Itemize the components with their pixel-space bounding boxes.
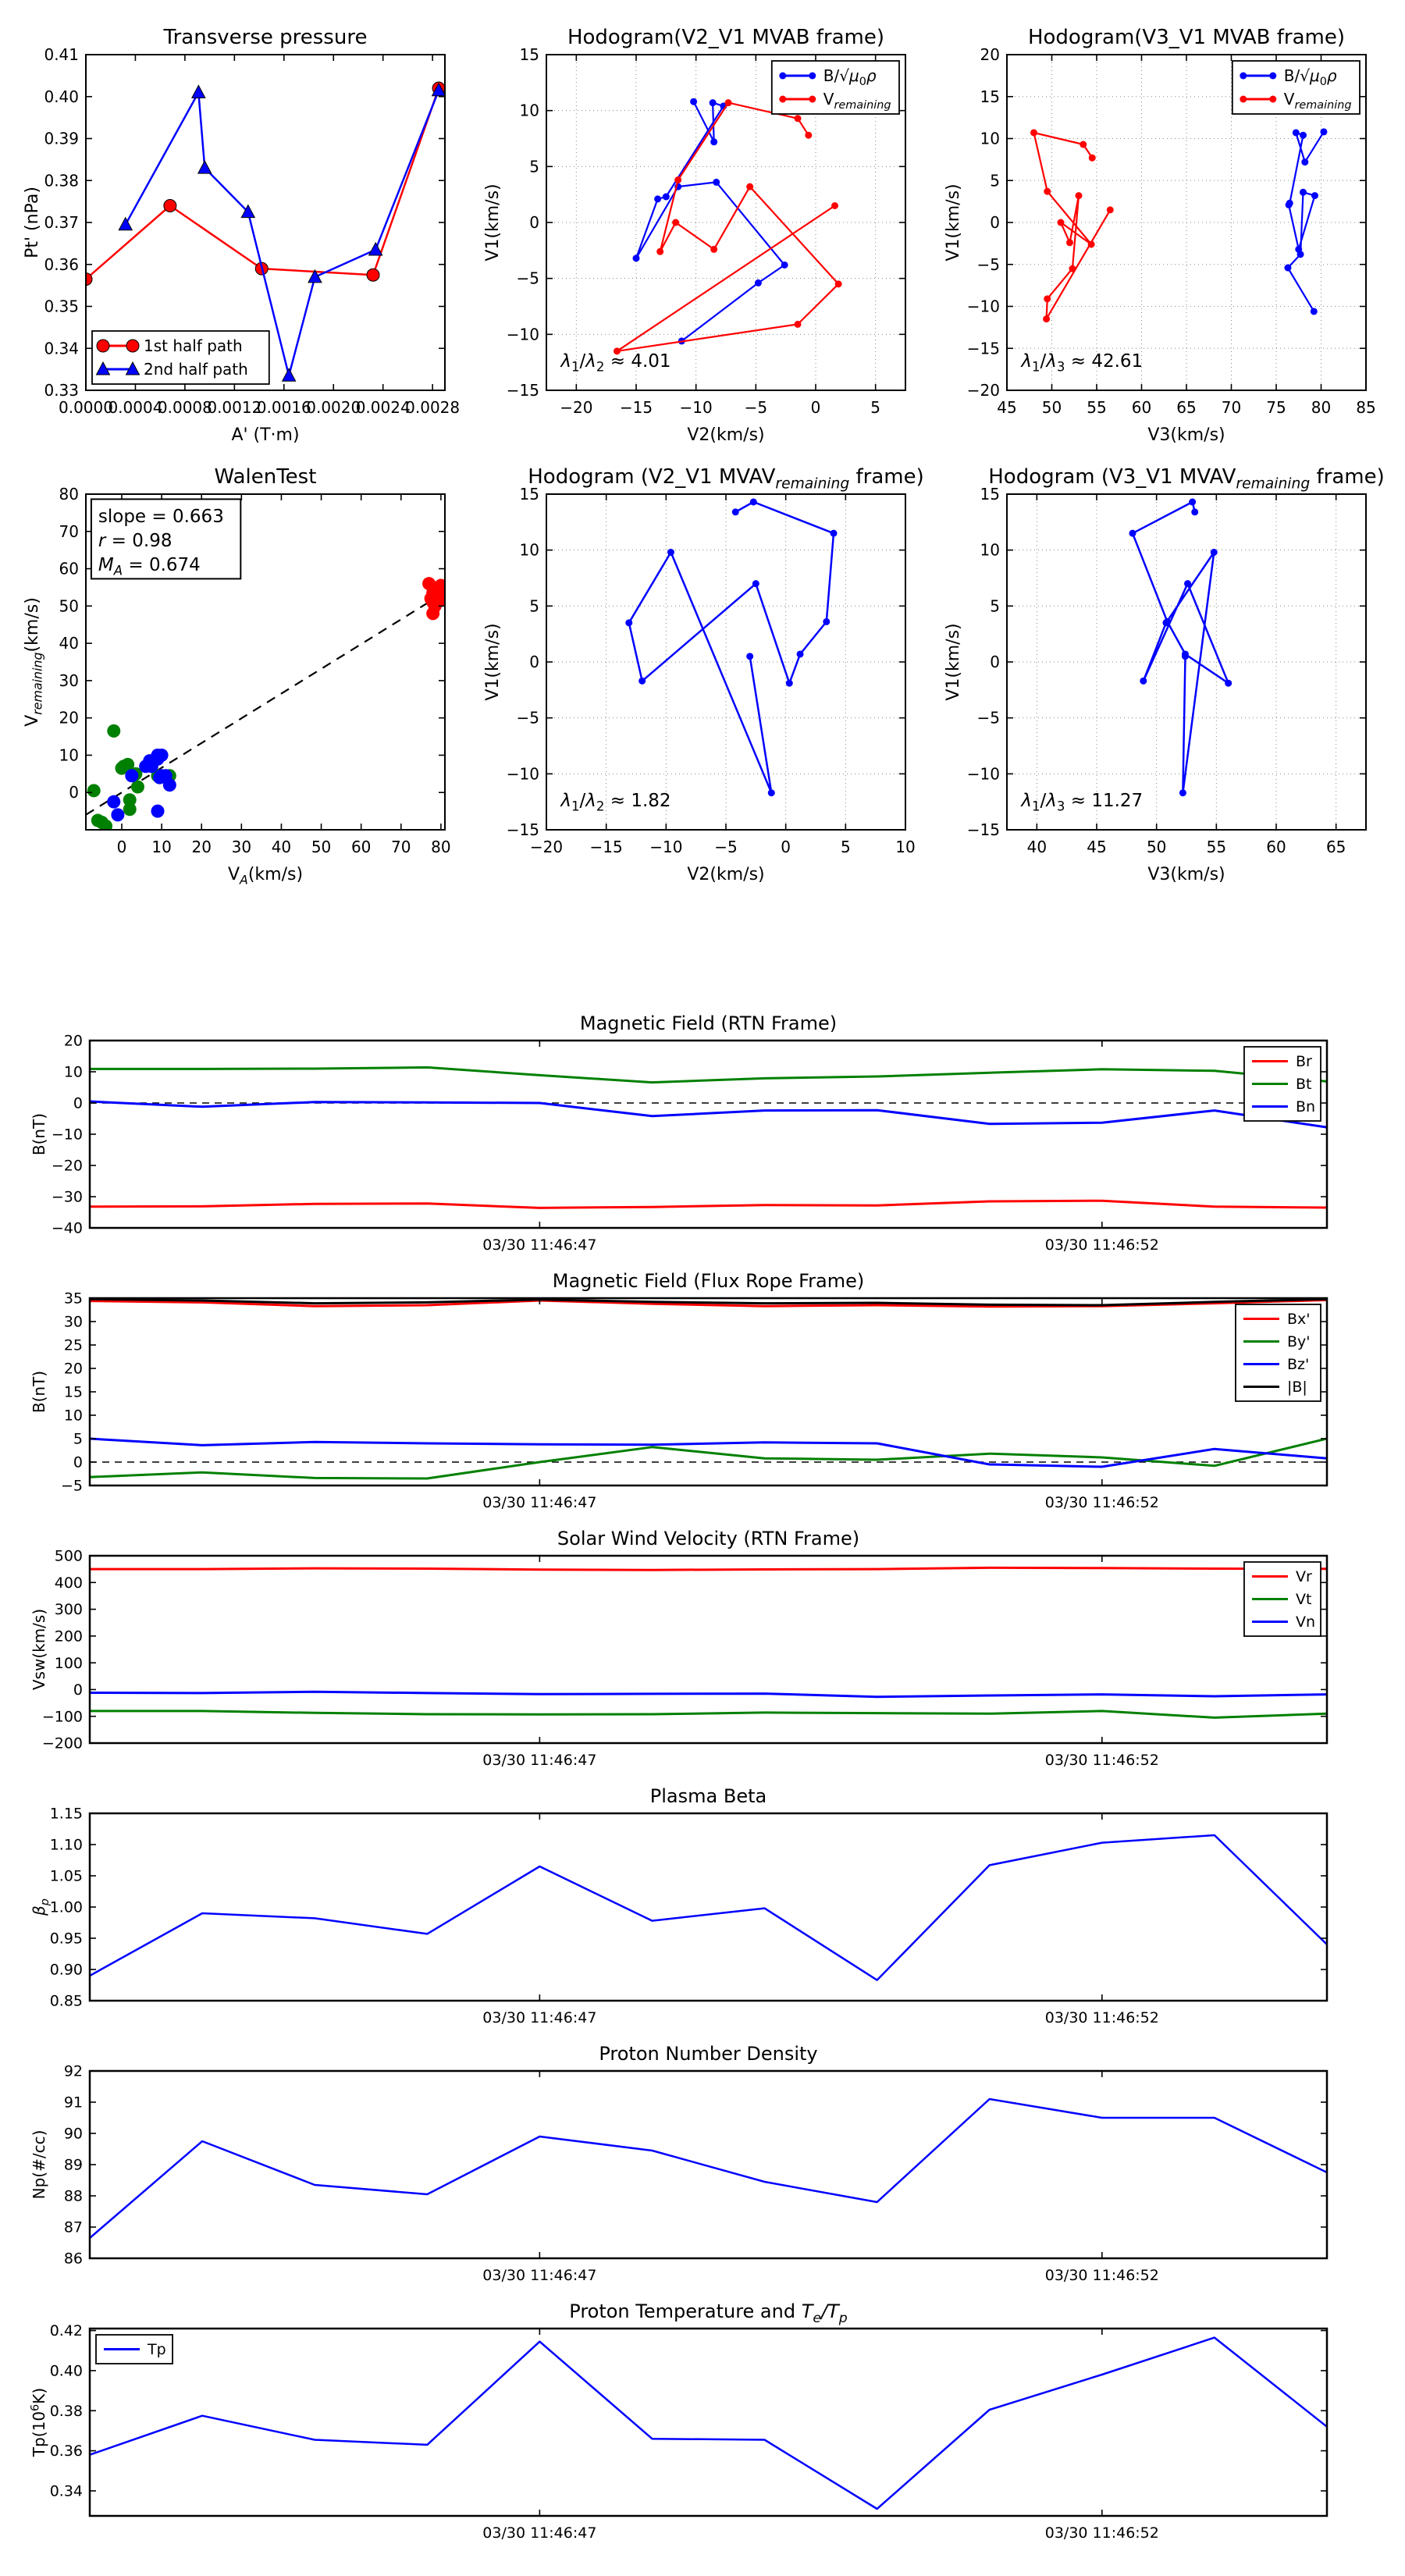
legend-label: Bx' bbox=[1286, 1311, 1311, 1329]
panel-hodogram-v2v1-mvav bbox=[472, 455, 925, 888]
annotation-line: $M_A = 0.674$ bbox=[98, 554, 201, 578]
annotation-box bbox=[91, 499, 240, 578]
x-tick-label: 03/30 11:46:47 bbox=[482, 1494, 597, 1511]
y-tick-label: −10 bbox=[51, 1126, 83, 1144]
y-tick-label: −10 bbox=[506, 325, 539, 344]
y-tick-label: 10 bbox=[519, 101, 539, 120]
y-axis-label: V1(km/s) bbox=[944, 623, 963, 701]
x-axis-label: V2(km/s) bbox=[687, 425, 765, 445]
x-tick-label: 55 bbox=[1206, 838, 1227, 856]
series-1st-half-path bbox=[80, 82, 445, 286]
y-tick-label: 20 bbox=[59, 708, 79, 728]
x-axis-label: A' (T·m) bbox=[231, 425, 300, 445]
panel-bfield-rtn bbox=[16, 1005, 1405, 1263]
ticks bbox=[90, 1813, 1327, 2001]
x-tick-label: −15 bbox=[589, 838, 623, 856]
x-tick-label: 0 bbox=[781, 838, 791, 856]
series-Np bbox=[90, 2099, 1327, 2238]
y-tick-label: −100 bbox=[41, 1708, 83, 1726]
y-tick-label: 0 bbox=[69, 783, 79, 802]
ticks bbox=[90, 1556, 1327, 1743]
legend-label: Vn bbox=[1295, 1614, 1316, 1631]
series-Br bbox=[90, 1201, 1327, 1208]
y-tick-label: 60 bbox=[59, 559, 79, 578]
y-tick-label: −15 bbox=[506, 820, 539, 839]
x-tick-label: 03/30 11:46:47 bbox=[482, 1752, 597, 1769]
x-tick-label: 85 bbox=[1356, 398, 1376, 417]
x-tick-label: −20 bbox=[560, 398, 593, 417]
y-tick-label: 0.85 bbox=[49, 1992, 83, 2010]
axes-frame bbox=[90, 1556, 1327, 1743]
x-tick-label: 0 bbox=[810, 398, 821, 417]
proton-density-plot bbox=[16, 2036, 1389, 2293]
y-tick-label: 10 bbox=[980, 540, 1000, 560]
x-tick-label: 03/30 11:46:47 bbox=[482, 2524, 597, 2542]
y-tick-label: 10 bbox=[59, 745, 79, 765]
legend bbox=[1244, 1562, 1321, 1636]
hodogram-v2v1-mvav-plot bbox=[472, 455, 925, 888]
axes-frame bbox=[90, 2329, 1327, 2516]
y-tick-label: 5 bbox=[990, 171, 1000, 190]
x-tick-label: 80 bbox=[1311, 398, 1332, 417]
time-series-stack bbox=[0, 1005, 1405, 2551]
y-axis-label: Vsw(km/s) bbox=[30, 1608, 48, 1691]
bfield-flux-rope-plot bbox=[16, 1263, 1389, 1521]
x-tick-label: −10 bbox=[679, 398, 713, 417]
annotation: $\lambda_1/\lambda_2 \approx 4.01$ bbox=[560, 350, 671, 375]
x-axis-label: V3(km/s) bbox=[1147, 425, 1225, 445]
y-tick-label: 0 bbox=[990, 213, 1000, 232]
y-tick-label: 15 bbox=[980, 485, 1000, 503]
y-tick-label: 0.34 bbox=[49, 2482, 83, 2500]
y-tick-label: 15 bbox=[519, 485, 539, 503]
panel-title: Hodogram(V2_V1 MVAB frame) bbox=[567, 26, 885, 49]
y-axis-label: $Tp(10^6K)$ bbox=[29, 2387, 48, 2457]
x-tick-label: 0 bbox=[116, 838, 127, 856]
series-Vr bbox=[90, 1567, 1327, 1570]
x-tick-label: −5 bbox=[714, 838, 738, 856]
series-cluster-red bbox=[422, 577, 447, 620]
y-tick-label: 92 bbox=[63, 2062, 83, 2080]
series-V-remaining-path bbox=[1129, 499, 1232, 797]
panel-proton-temperature bbox=[16, 2293, 1405, 2551]
y-tick-label: 10 bbox=[519, 540, 539, 560]
panel-transverse-pressure bbox=[12, 16, 464, 449]
x-tick-label: 0.0000 bbox=[59, 398, 113, 417]
vsw-rtn-plot bbox=[16, 1521, 1389, 1778]
legend-label: $V_{remaining}$ bbox=[1283, 90, 1352, 112]
series-B-alfven bbox=[633, 98, 788, 345]
y-tick-label: −15 bbox=[966, 820, 1000, 839]
legend bbox=[1232, 61, 1360, 114]
legend-label: Bn bbox=[1295, 1098, 1316, 1116]
ticks bbox=[90, 2329, 1327, 2516]
y-tick-label: 80 bbox=[59, 485, 79, 503]
grid bbox=[1007, 494, 1366, 830]
y-tick-label: 1.05 bbox=[49, 1867, 83, 1885]
y-axis-label: Np(#/cc) bbox=[30, 2129, 48, 2200]
grid bbox=[546, 494, 905, 830]
y-tick-label: 200 bbox=[54, 1628, 83, 1646]
x-tick-label: 5 bbox=[840, 838, 851, 856]
x-tick-label: 03/30 11:46:52 bbox=[1044, 1494, 1159, 1511]
y-tick-label: −5 bbox=[516, 269, 539, 288]
y-tick-label: 0.36 bbox=[49, 2443, 83, 2460]
x-tick-label: 45 bbox=[1087, 838, 1107, 856]
y-tick-label: 88 bbox=[63, 2187, 83, 2205]
y-tick-label: 20 bbox=[63, 1360, 83, 1378]
x-tick-label: −15 bbox=[619, 398, 653, 417]
y-tick-label: 90 bbox=[63, 2125, 83, 2143]
x-tick-label: 03/30 11:46:47 bbox=[482, 2009, 597, 2026]
x-tick-label: 03/30 11:46:52 bbox=[1044, 2524, 1159, 2542]
y-tick-label: 35 bbox=[63, 1290, 83, 1308]
y-tick-label: 5 bbox=[529, 596, 539, 616]
y-tick-label: 0 bbox=[529, 653, 539, 671]
annotation: $\lambda_1/\lambda_3 \approx 11.27$ bbox=[1021, 790, 1144, 814]
ticks bbox=[90, 1298, 1327, 1485]
plasma-beta-plot bbox=[16, 1778, 1389, 2036]
y-tick-label: 500 bbox=[54, 1547, 83, 1565]
y-tick-label: 0.38 bbox=[49, 2402, 83, 2420]
y-tick-label: 89 bbox=[63, 2156, 83, 2174]
legend bbox=[1236, 1304, 1321, 1401]
y-axis-label: V1(km/s) bbox=[483, 183, 503, 262]
y-axis-label: V1(km/s) bbox=[483, 623, 503, 701]
series-Vn bbox=[90, 1692, 1327, 1697]
panel-title: Plasma Beta bbox=[649, 1785, 767, 1807]
panel-title: Magnetic Field (Flux Rope Frame) bbox=[552, 1270, 865, 1292]
x-tick-label: 50 bbox=[1041, 398, 1062, 417]
x-tick-label: 03/30 11:46:52 bbox=[1044, 2009, 1159, 2026]
x-axis-label: V2(km/s) bbox=[687, 865, 765, 884]
y-tick-label: −5 bbox=[60, 1477, 83, 1495]
y-axis-label: B(nT) bbox=[30, 1112, 48, 1156]
ticks bbox=[90, 2071, 1327, 2258]
x-tick-label: 10 bbox=[151, 838, 172, 856]
legend-label: 1st half path bbox=[144, 336, 243, 355]
y-tick-label: 0.95 bbox=[49, 1930, 83, 1948]
x-tick-label: −10 bbox=[649, 838, 683, 856]
y-tick-label: 15 bbox=[980, 87, 1000, 106]
legend-label: Bz' bbox=[1286, 1356, 1310, 1374]
series-V-remaining-path bbox=[625, 499, 837, 797]
y-tick-label: 0.38 bbox=[44, 171, 79, 190]
x-tick-label: 0.0020 bbox=[306, 398, 361, 417]
legend-label: Br bbox=[1295, 1053, 1312, 1071]
annotation: $\lambda_1/\lambda_2 \approx 1.82$ bbox=[560, 790, 671, 814]
axes-frame bbox=[90, 1813, 1327, 2001]
series-Vt bbox=[90, 1711, 1327, 1718]
y-tick-label: −5 bbox=[516, 708, 539, 728]
hodogram-v3v1-mvav-plot bbox=[933, 455, 1385, 888]
panel-plasma-beta bbox=[16, 1778, 1405, 2036]
y-tick-label: 300 bbox=[54, 1601, 83, 1619]
y-tick-label: 0 bbox=[73, 1094, 83, 1112]
panel-title: Proton Temperature and $T_e/T_p$ bbox=[569, 2300, 848, 2326]
proton-temperature-plot bbox=[16, 2293, 1389, 2551]
x-tick-label: 0.0024 bbox=[355, 398, 411, 417]
y-tick-label: 50 bbox=[59, 596, 79, 616]
y-tick-label: 400 bbox=[54, 1574, 83, 1592]
y-tick-label: 70 bbox=[59, 521, 79, 541]
y-tick-label: 5 bbox=[990, 596, 1000, 616]
legend-label: By' bbox=[1286, 1333, 1311, 1351]
legend bbox=[772, 61, 899, 114]
y-tick-label: 0.39 bbox=[44, 129, 79, 148]
y-tick-label: 0.36 bbox=[44, 254, 79, 274]
legend bbox=[1244, 1047, 1321, 1121]
bfield-rtn-plot bbox=[16, 1005, 1389, 1263]
x-tick-label: 40 bbox=[271, 838, 292, 856]
panel-title: Solar Wind Velocity (RTN Frame) bbox=[557, 1528, 860, 1550]
hodogram-v2v1-mvab-plot bbox=[472, 16, 925, 449]
y-tick-label: 91 bbox=[63, 2094, 83, 2112]
panel-hodogram-v2v1-mvab bbox=[472, 16, 925, 449]
x-tick-label: 75 bbox=[1266, 398, 1286, 417]
x-tick-label: 60 bbox=[1266, 838, 1286, 856]
x-tick-label: 70 bbox=[1221, 398, 1242, 417]
y-tick-label: 5 bbox=[529, 157, 539, 176]
y-tick-label: 1.10 bbox=[49, 1836, 83, 1854]
y-tick-label: 20 bbox=[63, 1032, 83, 1050]
panel-title: Hodogram (V3_V1 $MVAV_{remaining}$ frame) bbox=[988, 465, 1385, 493]
legend bbox=[96, 2335, 173, 2364]
y-tick-label: 40 bbox=[59, 634, 79, 653]
panel-hodogram-v3v1-mvab bbox=[933, 16, 1385, 449]
y-tick-label: 1.15 bbox=[49, 1805, 83, 1823]
x-tick-label: 70 bbox=[391, 838, 411, 856]
x-tick-label: 65 bbox=[1176, 398, 1197, 417]
x-tick-label: 03/30 11:46:47 bbox=[482, 1236, 597, 1254]
panel-title: Hodogram(V3_V1 MVAB frame) bbox=[1027, 26, 1346, 49]
y-tick-label: −20 bbox=[51, 1157, 83, 1175]
annotation: $\lambda_1/\lambda_3 \approx 42.61$ bbox=[1021, 350, 1144, 375]
y-tick-label: 25 bbox=[63, 1336, 83, 1354]
walen-test-plot bbox=[12, 455, 464, 888]
x-tick-label: 0.0016 bbox=[256, 398, 311, 417]
x-tick-label: 65 bbox=[1325, 838, 1346, 856]
x-axis-label: $V_A(km/s)$ bbox=[227, 865, 304, 888]
panel-hodogram-v3v1-mvav bbox=[933, 455, 1385, 888]
y-tick-label: −15 bbox=[966, 339, 1000, 358]
y-tick-label: 10 bbox=[63, 1063, 83, 1081]
hodogram-grid bbox=[0, 0, 1405, 888]
y-tick-label: 0.37 bbox=[44, 213, 79, 232]
y-tick-label: −200 bbox=[41, 1735, 83, 1752]
y-tick-label: −30 bbox=[51, 1188, 83, 1206]
y-tick-label: 5 bbox=[73, 1430, 83, 1448]
series-Bt bbox=[90, 1067, 1327, 1082]
y-tick-label: −15 bbox=[506, 381, 539, 400]
legend-label: 2nd half path bbox=[144, 360, 248, 379]
series-Tp bbox=[90, 2338, 1327, 2509]
x-tick-label: 20 bbox=[191, 838, 212, 856]
y-tick-label: 0 bbox=[73, 1681, 83, 1699]
panel-proton-density bbox=[16, 2036, 1405, 2293]
x-tick-label: 30 bbox=[231, 838, 252, 856]
y-axis-label: V1(km/s) bbox=[944, 183, 963, 262]
x-tick-label: 03/30 11:46:52 bbox=[1044, 2267, 1159, 2284]
panel-title: Magnetic Field (RTN Frame) bbox=[579, 1012, 838, 1034]
y-tick-label: 10 bbox=[63, 1407, 83, 1425]
x-tick-label: 10 bbox=[895, 838, 916, 856]
legend-label: $B/√\mu_0\rho$ bbox=[1283, 66, 1337, 88]
series-V-remaining bbox=[1030, 129, 1114, 322]
y-tick-label: 15 bbox=[519, 45, 539, 64]
y-tick-label: 20 bbox=[980, 45, 1000, 64]
annotation-line: r = 0.98 bbox=[98, 530, 173, 551]
panel-title: Hodogram (V2_V1 $MVAV_{remaining}$ frame) bbox=[528, 465, 924, 493]
y-tick-label: 1.00 bbox=[49, 1898, 83, 1916]
legend bbox=[92, 331, 269, 384]
y-tick-label: 0.40 bbox=[49, 2362, 83, 2380]
y-tick-label: 30 bbox=[63, 1313, 83, 1331]
panel-title: Transverse pressure bbox=[163, 26, 368, 49]
y-tick-label: −5 bbox=[976, 708, 1000, 728]
series-beta-p bbox=[90, 1835, 1327, 1980]
x-tick-label: 0.0008 bbox=[157, 398, 212, 417]
x-tick-label: 60 bbox=[350, 838, 372, 856]
legend-label: $B/√\mu_0\rho$ bbox=[823, 66, 877, 88]
transverse-pressure-plot bbox=[12, 16, 464, 449]
x-tick-label: 0.0028 bbox=[405, 398, 461, 417]
x-tick-label: 5 bbox=[870, 398, 881, 417]
x-tick-label: 80 bbox=[431, 838, 451, 856]
legend-label: Bt bbox=[1295, 1076, 1312, 1094]
y-tick-label: 0.33 bbox=[44, 381, 79, 400]
y-tick-label: 0 bbox=[73, 1453, 83, 1471]
axes-frame bbox=[90, 1298, 1327, 1485]
legend-label: Vr bbox=[1295, 1568, 1312, 1586]
y-tick-label: −40 bbox=[51, 1219, 83, 1237]
y-axis-label: B(nT) bbox=[30, 1370, 48, 1414]
panel-title: Proton Number Density bbox=[599, 2043, 818, 2065]
y-axis-label: $V_{remaining}(km/s)$ bbox=[23, 597, 45, 727]
y-tick-label: 0 bbox=[990, 653, 1000, 671]
x-axis-label: V3(km/s) bbox=[1147, 865, 1225, 884]
y-tick-label: 0.42 bbox=[49, 2322, 83, 2340]
x-tick-label: 40 bbox=[1026, 838, 1048, 856]
series-Bn bbox=[90, 1101, 1327, 1127]
y-tick-label: 15 bbox=[63, 1383, 83, 1401]
x-tick-label: 45 bbox=[997, 398, 1017, 417]
x-tick-label: 0.0004 bbox=[108, 398, 163, 417]
y-tick-label: 0 bbox=[529, 213, 539, 232]
x-tick-label: 60 bbox=[1131, 398, 1152, 417]
x-tick-label: 0.0012 bbox=[207, 398, 262, 417]
panel-bfield-flux-rope bbox=[16, 1263, 1405, 1521]
annotation-line: slope = 0.663 bbox=[98, 506, 224, 527]
y-tick-label: 0.90 bbox=[49, 1961, 83, 1979]
legend-label: Tp bbox=[148, 2341, 166, 2359]
y-tick-label: 87 bbox=[63, 2218, 83, 2236]
y-tick-label: 86 bbox=[63, 2250, 83, 2268]
y-tick-label: −10 bbox=[966, 297, 1000, 316]
y-tick-label: 0.40 bbox=[44, 87, 79, 106]
legend-label: |B| bbox=[1286, 1379, 1307, 1397]
panel-vsw-rtn bbox=[16, 1521, 1405, 1778]
y-axis-label: $\beta_p$ bbox=[30, 1898, 52, 1916]
x-tick-label: 03/30 11:46:52 bbox=[1044, 1752, 1159, 1769]
hodogram-v3v1-mvab-plot bbox=[933, 16, 1385, 449]
y-tick-label: 0.34 bbox=[44, 339, 79, 358]
x-tick-label: 03/30 11:46:52 bbox=[1044, 1236, 1159, 1254]
y-tick-label: −10 bbox=[966, 764, 1000, 784]
x-tick-label: −5 bbox=[744, 398, 768, 417]
legend-label: $V_{remaining}$ bbox=[823, 90, 891, 112]
y-tick-label: 0.35 bbox=[44, 297, 79, 316]
y-tick-label: −5 bbox=[976, 254, 1000, 274]
legend-label: Vt bbox=[1295, 1591, 1312, 1609]
y-tick-label: 100 bbox=[54, 1654, 83, 1672]
x-tick-label: −20 bbox=[529, 838, 564, 856]
y-tick-label: 0.41 bbox=[44, 45, 79, 64]
axes-frame bbox=[90, 2071, 1327, 2258]
panel-title: WalenTest bbox=[214, 465, 317, 489]
x-tick-label: 50 bbox=[311, 838, 332, 856]
y-tick-label: 30 bbox=[59, 671, 79, 690]
x-tick-label: 03/30 11:46:47 bbox=[482, 2267, 597, 2284]
y-tick-label: −10 bbox=[506, 764, 539, 784]
y-axis-label: Pt' (nPa) bbox=[23, 187, 42, 258]
y-tick-label: −20 bbox=[966, 381, 1000, 400]
y-tick-label: 10 bbox=[980, 129, 1000, 148]
x-tick-label: 50 bbox=[1146, 838, 1167, 856]
x-tick-label: 55 bbox=[1087, 398, 1107, 417]
panel-walen-test bbox=[12, 455, 464, 888]
